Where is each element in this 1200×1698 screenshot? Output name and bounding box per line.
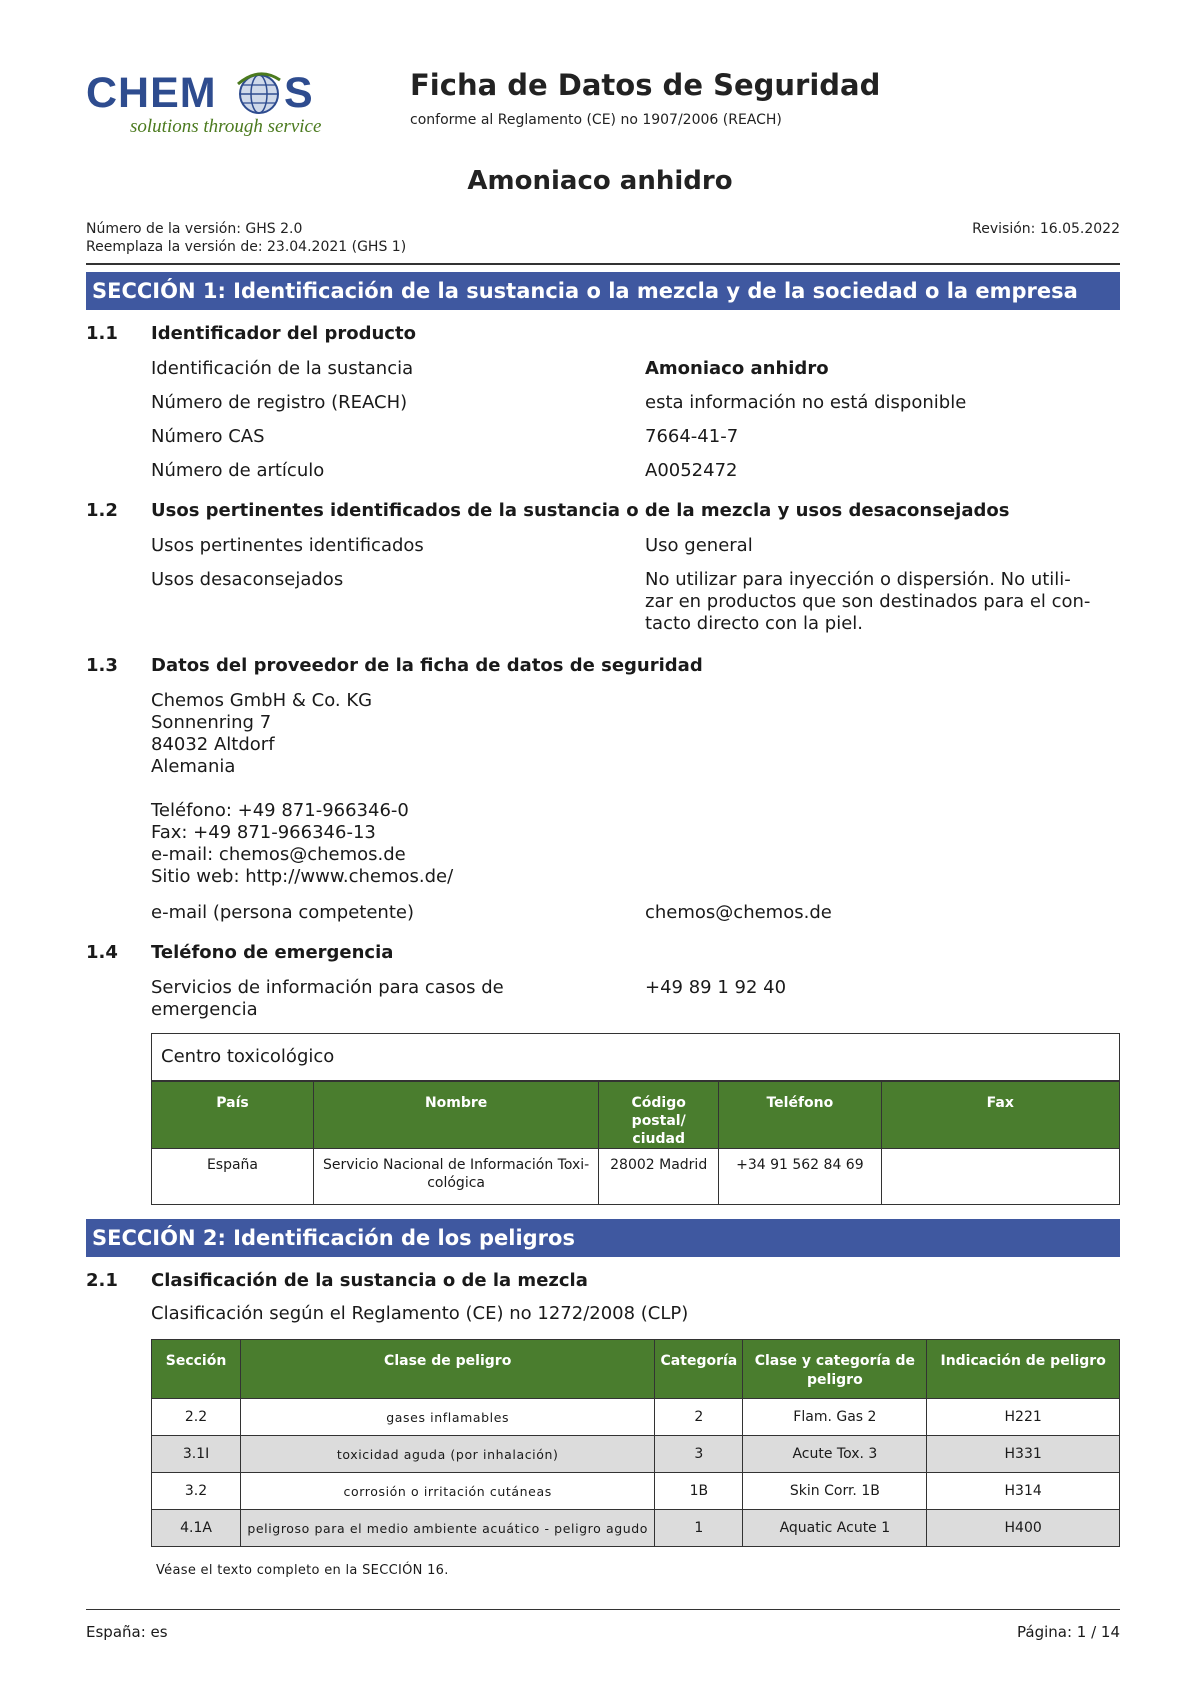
table-cell: H314 (927, 1473, 1120, 1510)
table-cell: 2.2 (152, 1399, 241, 1436)
column-header: Clase y categoría de peligro (743, 1340, 927, 1399)
table-row (152, 1436, 1120, 1473)
subsection-title: Identificador del producto (151, 323, 416, 344)
field-label: Número de registro (REACH) (151, 392, 408, 413)
subsection-title: Usos pertinentes identificados de la sustancia o de la mezcla y usos desaconsejados (151, 500, 1010, 521)
table-cell: +34 91 562 84 69 (719, 1149, 881, 1205)
text-line: tacto directo con la piel. (645, 613, 863, 634)
table-cell: Skin Corr. 1B (743, 1473, 927, 1510)
chemos-logo (86, 66, 320, 146)
table-header-row (152, 1082, 1119, 1149)
subsection-number: 2.1 (86, 1270, 118, 1291)
field-label: e-mail (persona competente) (151, 902, 414, 923)
document-subtitle: conforme al Reglamento (CE) no 1907/2006 (REACH) (410, 112, 782, 128)
table-cell: 1 (655, 1510, 743, 1547)
table-cell: 28002 Madrid (599, 1149, 719, 1205)
version-number: Número de la versión: GHS 2.0 (86, 221, 303, 237)
table-cell: peligroso para el medio ambiente acuático - peligro agudo (241, 1510, 655, 1547)
classification-regulation: Clasificación según el Reglamento (CE) no 1272/2008 (CLP) (151, 1303, 689, 1324)
column-header: Código postal/ ciudad (599, 1082, 719, 1149)
text-line: Servicios de información para casos de (151, 977, 504, 998)
table-cell: 1B (655, 1473, 743, 1510)
field-value: Amoniaco anhidro (645, 358, 829, 379)
text-line: emergencia (151, 999, 258, 1020)
field-label: Usos pertinentes identificados (151, 535, 424, 556)
column-header: Indicación de peligro (927, 1340, 1120, 1399)
field-value-multiline (645, 569, 1090, 635)
column-header: País (152, 1082, 313, 1149)
table-cell: 3.1I (152, 1436, 241, 1473)
table-cell: 4.1A (152, 1510, 241, 1547)
field-value: 7664-41-7 (645, 426, 739, 447)
subsection-title: Datos del proveedor de la ficha de datos de seguridad (151, 655, 703, 676)
revision-date: Revisión: 16.05.2022 (972, 221, 1120, 237)
supplier-contact (151, 800, 453, 888)
address-line: Sonnenring 7 (151, 712, 272, 733)
table-row (152, 1473, 1120, 1510)
supplier-address (151, 690, 372, 778)
logo-wordmark: CHEM (86, 69, 217, 117)
poison-center-table (151, 1033, 1120, 1205)
field-label (151, 977, 504, 1021)
logo-tagline: solutions through service (130, 116, 322, 137)
table-cell: Acute Tox. 3 (743, 1436, 927, 1473)
table-cell: gases inflamables (241, 1399, 655, 1436)
field-value: Uso general (645, 535, 753, 556)
section-1-header: SECCIÓN 1: Identificación de la sustancia o la mezcla y de la sociedad o la empresa (86, 272, 1120, 310)
subsection-number: 1.2 (86, 500, 118, 521)
competent-email-link[interactable]: chemos@chemos.de (645, 902, 832, 923)
subsection-title: Teléfono de emergencia (151, 942, 394, 963)
footer-locale: España: es (86, 1623, 168, 1641)
field-value: esta información no está disponible (645, 392, 967, 413)
text-line: zar en productos que son destinados para el con- (645, 591, 1091, 612)
subsection-number: 1.3 (86, 655, 118, 676)
document-title: Ficha de Datos de Seguridad (410, 68, 881, 102)
footer-divider (86, 1609, 1120, 1610)
column-header: Sección (152, 1340, 241, 1399)
product-name-title: Amoniaco anhidro (467, 166, 733, 196)
table-cell: H331 (927, 1436, 1120, 1473)
fax-line: Fax: +49 871-966346-13 (151, 822, 376, 843)
field-label: Identificación de la sustancia (151, 358, 414, 379)
table-cell: toxicidad aguda (por inhalación) (241, 1436, 655, 1473)
phone-line: Teléfono: +49 871-966346-0 (151, 800, 409, 821)
table-cell: H221 (927, 1399, 1120, 1436)
field-label: Usos desaconsejados (151, 569, 344, 590)
column-header: Fax (881, 1082, 1119, 1149)
address-line: 84032 Altdorf (151, 734, 275, 755)
see-section-16-note: Véase el texto completo en la SECCIÓN 16. (156, 1563, 449, 1578)
table-cell (881, 1149, 1119, 1205)
table-cell: corrosión o irritación cutáneas (241, 1473, 655, 1510)
header-divider (86, 263, 1120, 265)
subsection-number: 1.1 (86, 323, 118, 344)
website-link[interactable]: Sitio web: http://www.chemos.de/ (151, 866, 454, 887)
address-line: Alemania (151, 756, 236, 777)
email-link[interactable]: e-mail: chemos@chemos.de (151, 844, 406, 865)
subsection-number: 1.4 (86, 942, 118, 963)
table-cell: España (152, 1149, 313, 1205)
table-cell: 2 (655, 1399, 743, 1436)
field-label: Número de artículo (151, 460, 325, 481)
table-cell: Flam. Gas 2 (743, 1399, 927, 1436)
field-value: A0052472 (645, 460, 738, 481)
subsection-title: Clasificación de la sustancia o de la mezcla (151, 1270, 588, 1291)
table-cell: 3.2 (152, 1473, 241, 1510)
table-header-row (152, 1340, 1120, 1399)
logo-wordmark-end: S (284, 69, 313, 117)
field-label: Número CAS (151, 426, 265, 447)
hazard-classification-table (151, 1339, 1120, 1547)
replaces-version: Reemplaza la versión de: 23.04.2021 (GHS 1) (86, 239, 407, 255)
column-header: Nombre (313, 1082, 598, 1149)
table-row (152, 1399, 1120, 1436)
column-header: Teléfono (719, 1082, 881, 1149)
table-cell: Servicio Nacional de Información Toxicológica (313, 1149, 598, 1205)
table-cell: H400 (927, 1510, 1120, 1547)
column-header: Clase de peligro (241, 1340, 655, 1399)
table-cell: Aquatic Acute 1 (743, 1510, 927, 1547)
page-number: Página: 1 / 14 (1017, 1623, 1120, 1641)
text-line: No utilizar para inyección o dispersión. No utili- (645, 569, 1071, 590)
table-row (152, 1510, 1120, 1547)
table-caption: Centro toxicológico (152, 1034, 1119, 1081)
table-row (152, 1149, 1119, 1205)
section-2-header: SECCIÓN 2: Identificación de los peligros (86, 1219, 1120, 1257)
table-cell: 3 (655, 1436, 743, 1473)
address-line: Chemos GmbH & Co. KG (151, 690, 373, 711)
column-header: Categoría (655, 1340, 743, 1399)
globe-icon (236, 70, 282, 116)
emergency-phone: +49 89 1 92 40 (645, 977, 787, 998)
